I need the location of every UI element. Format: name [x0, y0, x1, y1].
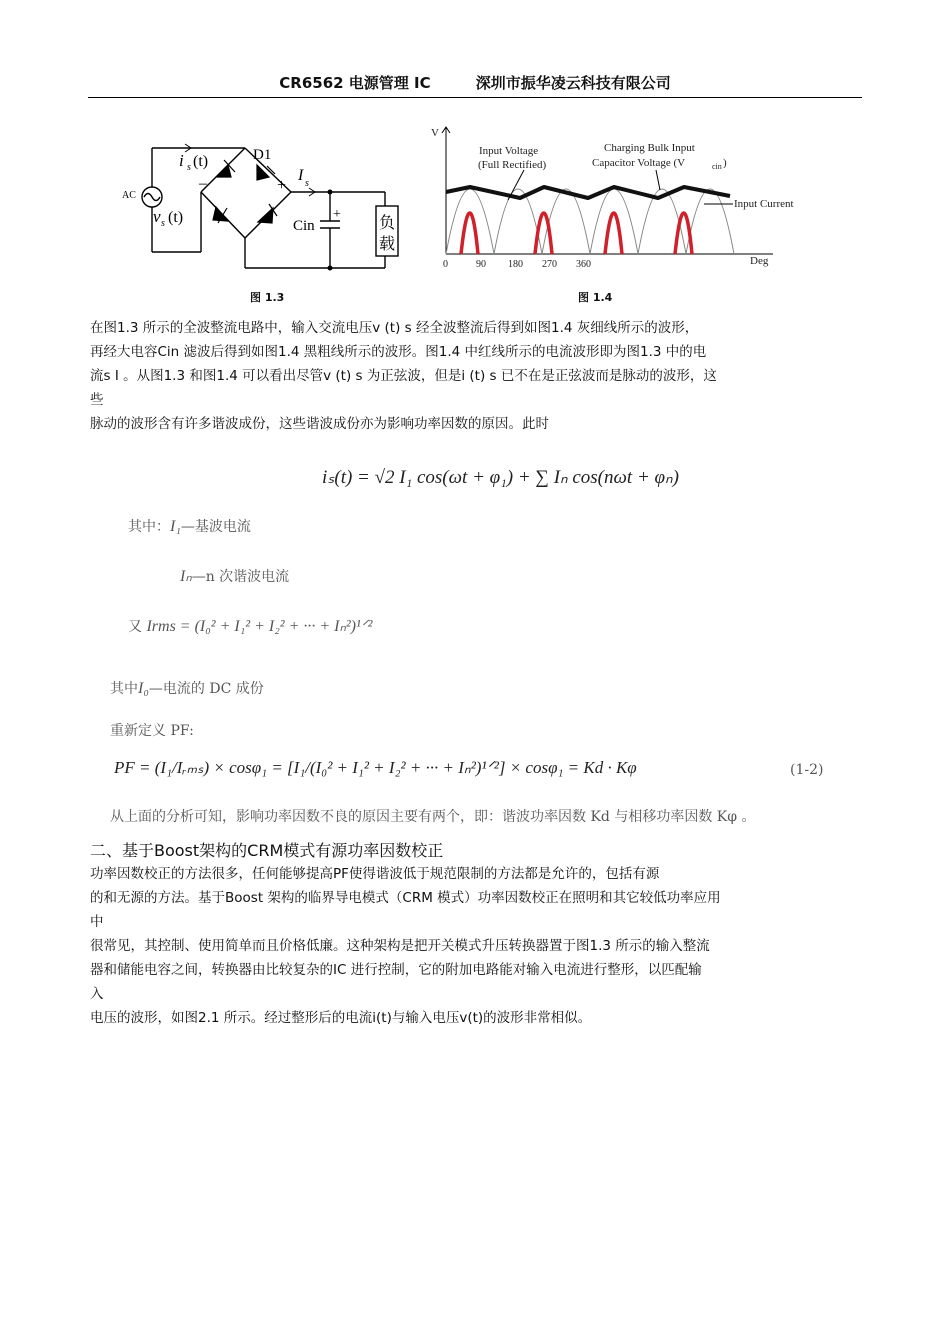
svg-text:–: –: [199, 175, 207, 192]
svg-text:Cin: Cin: [293, 218, 315, 234]
figure-1-3-circuit: [115, 132, 415, 280]
page-header: [88, 66, 862, 98]
section-title: 二、基于Boost架构的CRM模式有源功率因数校正: [90, 841, 444, 860]
svg-text:cin: cin: [712, 162, 722, 171]
svg-text:(t): (t): [168, 209, 184, 226]
text-line: 流s I 。从图1.3 和图1.4 可以看出尽管v (t) s 为正弦波，但是i (t) s 已不在是正弦波而是脉动的波形，这: [90, 368, 717, 384]
text-line: 电压的波形，如图2.1 所示。经过整形后的电流i(t)与输入电压v(t)的波形非常相似。: [90, 1010, 592, 1026]
svg-text:s: s: [187, 162, 191, 173]
diode-icon: [258, 208, 273, 223]
svg-text:180: 180: [508, 259, 523, 270]
text-line: 功率因数校正的方法很多，任何能够提高PF使得谐波低于规范限制的方法都是允许的，包括有源: [90, 866, 660, 882]
svg-text:Deg: Deg: [750, 255, 769, 267]
definition-i1: 其中：I₁—基波电流: [128, 518, 251, 535]
text-line: 的和无源的方法。基于Boost 架构的临界导电模式（CRM 模式）功率因数校正在照明和其它较低功率应用: [90, 890, 721, 906]
diode-icon: [257, 165, 269, 180]
equation-is: iₛ(t) = √2 I₁ cos(ωt + φ₁) + ∑ Iₙ cos(nωt + φₙ): [322, 467, 679, 488]
text-line: 脉动的波形含有许多谐波成份，这些谐波成份亦为影响功率因数的原因。此时: [90, 416, 549, 432]
header-product: CR6562 电源管理 IC: [279, 74, 431, 92]
redefine-pf: 重新定义 PF:: [110, 723, 194, 739]
svg-text:s: s: [305, 178, 309, 189]
text-line: 很常见，其控制、使用简单而且价格低廉。这种架构是把开关模式升压转换器置于图1.3 所示的输入整流: [90, 938, 710, 954]
svg-text:+: +: [277, 177, 287, 194]
svg-text:s: s: [161, 218, 165, 229]
svg-text:0: 0: [443, 259, 448, 270]
svg-text:(Full Rectified): (Full Rectified): [478, 159, 547, 171]
text-line: 入: [90, 986, 104, 1002]
svg-text:i: i: [179, 151, 184, 170]
paragraph-rectifier: [90, 316, 862, 436]
svg-text:Input Voltage: Input Voltage: [479, 145, 539, 157]
svg-text:Charging Bulk Input: Charging Bulk Input: [604, 142, 695, 154]
text-line: 在图1.3 所示的全波整流电路中，输入交流电压v (t) s 经全波整流后得到如图1.4 灰细线所示的波形，: [90, 320, 699, 336]
conclusion-text: 从上面的分析可知，影响功率因数不良的原因主要有两个，即：谐波功率因数 Kd 与相移功率因数 Kφ 。: [110, 809, 756, 825]
definition-in: Iₙ—n 次谐波电流: [180, 568, 290, 585]
text-line: 器和储能电容之间，转换器由比较复杂的IC 进行控制，它的附加电路能对输入电流进行整形，以匹配输: [90, 962, 702, 978]
svg-text:(t): (t): [193, 153, 209, 170]
svg-text:360: 360: [576, 259, 591, 270]
figure-1-3-caption: 图 1.3: [250, 291, 285, 304]
svg-text:Input Current: Input Current: [734, 198, 794, 210]
svg-text:I: I: [298, 167, 304, 184]
paragraph-boost: [90, 862, 862, 1030]
definition-i0: 其中I₀—电流的 DC 成份: [110, 680, 264, 697]
header-company: 深圳市振华凌云科技有限公司: [475, 74, 671, 92]
svg-text:D1: D1: [253, 147, 272, 163]
svg-text:): ): [723, 157, 727, 169]
diode-icon: [216, 165, 231, 177]
svg-text:+: +: [333, 207, 341, 222]
figure-1-4-caption: 图 1.4: [578, 291, 613, 304]
equation-pf: PF = (I₁/Iᵣₘₛ) × cosφ₁ = [I₁/(I₀² + I₁² + I₂² + ··· + Iₙ²)¹ᐟ²] × cosφ₁ = Kd · Kφ: [114, 758, 637, 777]
figure-1-4-waveform: [428, 124, 813, 274]
svg-text:AC: AC: [122, 190, 136, 201]
svg-text:载: 载: [379, 236, 396, 253]
equation-number: (1-2): [790, 762, 824, 778]
definition-irms: 又 Irms = (I₀² + I₁² + I₂² + ··· + Iₙ²)¹ᐟ²: [128, 618, 373, 635]
svg-text:90: 90: [476, 259, 486, 270]
text-line: 中: [90, 914, 104, 930]
text-line: 些: [90, 392, 104, 408]
svg-text:270: 270: [542, 259, 557, 270]
svg-text:V: V: [431, 127, 439, 139]
svg-text:负: 负: [379, 215, 396, 232]
svg-text:Capacitor Voltage (V: Capacitor Voltage (V: [592, 157, 686, 169]
text-line: 再经大电容Cin 滤波后得到如图1.4 黑粗线所示的波形。图1.4 中红线所示的电流波形即为图1.3 中的电: [90, 344, 707, 360]
svg-text:v: v: [153, 207, 161, 226]
